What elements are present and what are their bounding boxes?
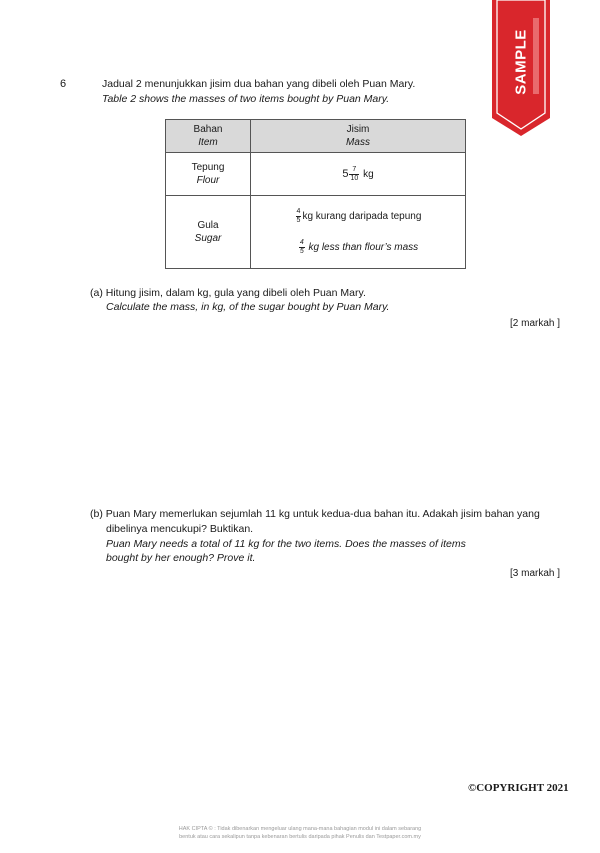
part-b-marks: [3 markah ]: [510, 568, 561, 579]
sugar-ms: Gula: [197, 220, 219, 231]
question-number: 6: [60, 78, 67, 90]
part-b-text-en-1: Puan Mary needs a total of 11 kg for the two items. Does the masses of items: [106, 538, 466, 550]
sugar-mass-line-ms: [251, 208, 465, 225]
table-header-row: [166, 120, 466, 153]
part-a-marks: [2 markah ]: [510, 318, 561, 329]
sugar-denominator-ms: 5: [296, 217, 301, 224]
sugar-numerator-ms: 4: [296, 208, 301, 215]
flour-cell: [166, 153, 251, 196]
part-b-text-en-2: bought by her enough? Prove it.: [106, 552, 256, 564]
flour-mass-whole: 5: [342, 167, 349, 180]
mass-table: [165, 119, 466, 269]
table-row: [166, 196, 466, 269]
question-intro-ms: Jadual 2 menunjukkan jisim dua bahan yang dibeli oleh Puan Mary.: [102, 78, 416, 90]
footer-line-1: HAK CIPTA © : Tidak dibenarkan mengeluar ulang mana-mana bahagian modul ini dalam sebarang: [178, 826, 422, 832]
header-item-ms: Bahan: [193, 124, 223, 135]
question-intro-en: Table 2 shows the masses of two items bought by Puan Mary.: [102, 93, 390, 105]
sugar-mass-line-en: [251, 239, 465, 256]
sugar-denominator-en: 5: [299, 248, 304, 255]
ribbon-stripe: [533, 18, 539, 94]
part-a-text-en: Calculate the mass, in kg, of the sugar bought by Puan Mary.: [106, 301, 390, 313]
sugar-fraction-ms: [296, 208, 302, 225]
sugar-mass-cell: [251, 196, 466, 269]
sugar-cell: [166, 196, 251, 269]
table-row: [166, 153, 466, 196]
flour-mass-cell: [251, 153, 466, 196]
header-item: [166, 120, 251, 153]
flour-mass-fraction: [349, 166, 359, 183]
flour-mass-numerator: 7: [349, 166, 359, 175]
part-b-text-ms-2: dibelinya mencukupi? Buktikan.: [106, 523, 254, 535]
sugar-mass-en: kg less than flour’s mass: [308, 242, 419, 254]
footer-line-2: bentuk atau cara sekalipun tanpa kebenaran bertulis daripada pihak Penulis dan Testpaper.com.my: [179, 834, 421, 840]
ribbon-label: SAMPLE: [512, 29, 530, 95]
part-b-text-ms-1: (b) Puan Mary memerlukan sejumlah 11 kg untuk kedua-dua bahan itu. Adakah jisim bahan yang: [90, 508, 540, 520]
flour-en: Flour: [196, 175, 220, 186]
sugar-en: Sugar: [194, 233, 222, 244]
header-item-en: Item: [198, 137, 218, 148]
part-a-text-ms: (a) Hitung jisim, dalam kg, gula yang dibeli oleh Puan Mary.: [90, 287, 366, 299]
flour-mass-denominator: 10: [350, 174, 359, 182]
sugar-mass-ms: kg kurang daripada tepung: [302, 211, 422, 223]
sugar-numerator-en: 4: [299, 239, 304, 246]
header-mass-en: Mass: [346, 137, 370, 148]
header-mass: [251, 120, 466, 153]
copyright-notice: ©COPYRIGHT 2021: [468, 782, 569, 794]
flour-mass-unit: kg: [363, 168, 374, 180]
sugar-fraction-en: [299, 239, 305, 256]
flour-ms: Tepung: [191, 162, 225, 173]
header-mass-ms: Jisim: [346, 124, 370, 135]
